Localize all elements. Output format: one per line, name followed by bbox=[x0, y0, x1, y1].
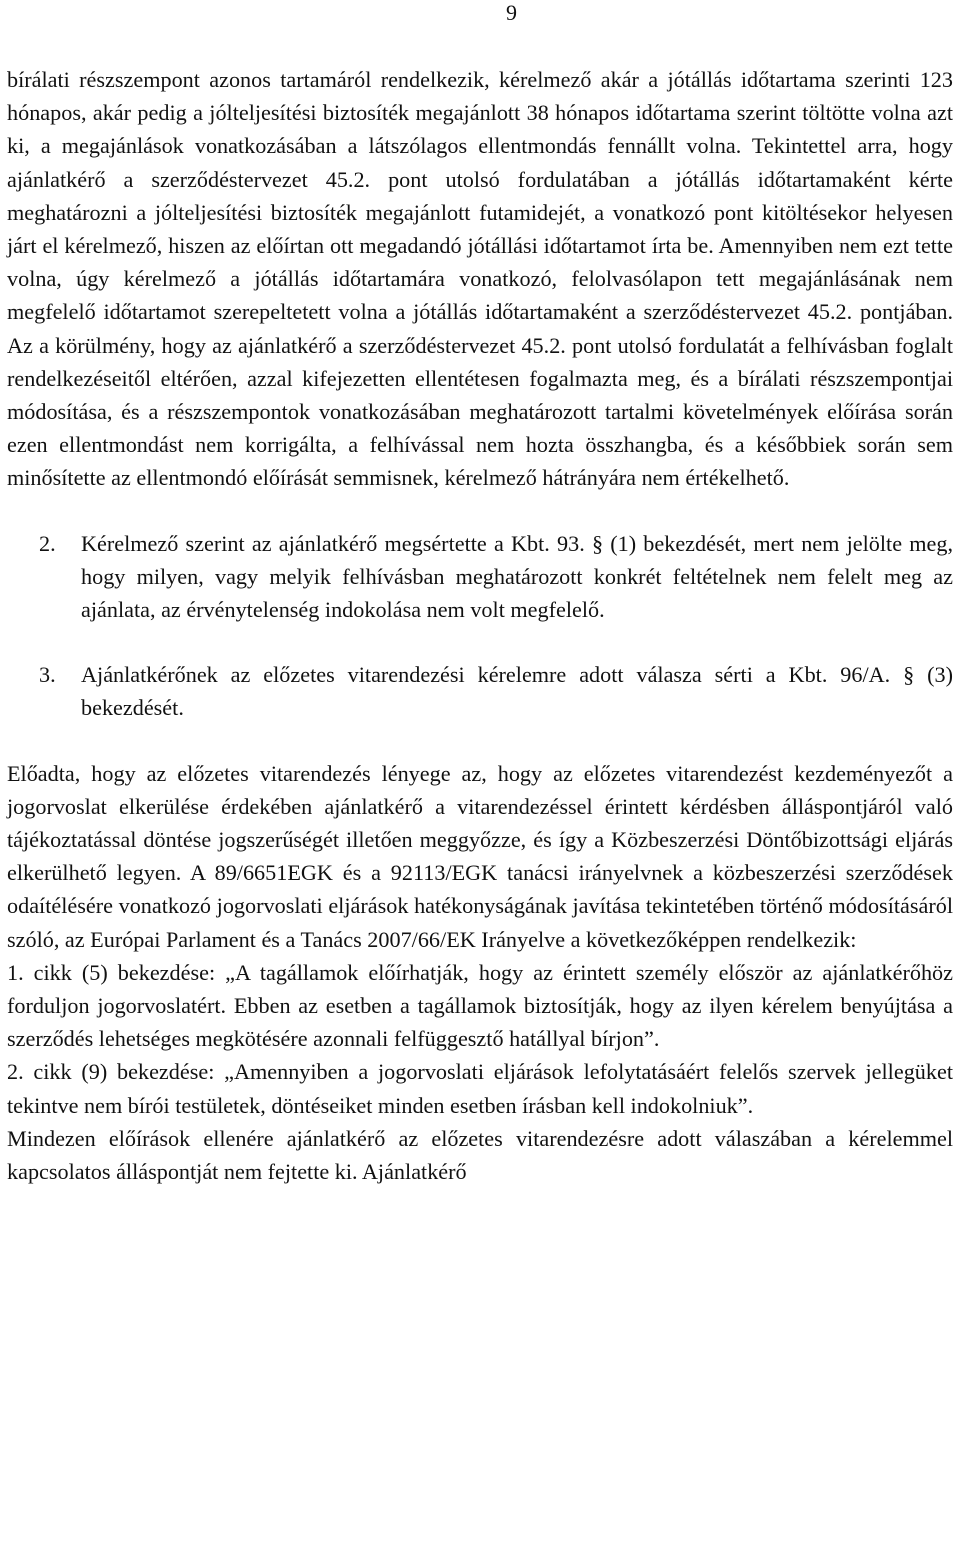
list-number: 3. bbox=[39, 662, 56, 688]
spacer bbox=[7, 626, 953, 658]
paragraph-preliminary-dispute: Előadta, hogy az előzetes vitarendezés lényege az, hogy az előzetes vitarendezést kezdeményezőt a jogorvoslat elkerülése érdekében ajánlatkérő a vitarendezéssel érintett kérdésben álláspontjáról való tájékoztatással döntése jogszerűségét illetően meggyőzze, és így a Közbeszerzési Döntőbizottsági eljárás elkerülhető legyen. A 89/6651EGK és a 92113/EGK tanácsi irányelvnek a közbeszerzési szerződések odaítélésére vonatkozó jogorvoslati eljárások hatékonyságának javítása tekintetében történő módosításáról szóló, az Európai Parlament és a Tanács 2007/66/EK Irányelve a következőképpen rendelkezik: bbox=[7, 760, 953, 952]
page-number: 9 bbox=[506, 0, 517, 25]
spacer bbox=[7, 495, 953, 527]
paragraph-conclusion: Mindezen előírások ellenére ajánlatkérő az előzetes vitarendezésre adott válaszában a kérelemmel kapcsolatos álláspontját nem fejtette ki. Ajánlatkérő bbox=[7, 1125, 953, 1185]
paragraph-article-2: 2. cikk (9) bekezdése: „Amennyiben a jogorvoslati eljárások lefolytatásáért felelős szervek jellegüket tekintve nem bírói testületek, döntéseiket minden esetben írásban kell indokolniuk”. bbox=[7, 1059, 953, 1118]
spacer bbox=[7, 725, 953, 757]
document-body bbox=[7, 63, 953, 1188]
paragraph-guarantee-period: bírálati részszempont azonos tartamáról rendelkezik, kérelmező akár a jótállás időtartama szerinti 123 hónapos, akár pedig a jólteljesítési biztosíték megajánlott 38 hónapos időtartama szerint töltötte volna azt ki, a megajánlások vonatkozásában a látszólagos ellentmondás fennállt volna. Tekintettel arra, hogy ajánlatkérő a szerződéstervezet 45.2. pont utolsó fordulatában a jótállás időtartamaként kérte meghatározni a jólteljesítési biztosíték megajánlott futamidejét, a vonatkozó pont kitöltésekor helyesen járt el kérelmező, hiszen az előírtan ott megadandó jótállási időtartamot írta be. Amennyiben nem ezt tette volna, úgy kérelmező a jótállás időtartamára vonatkozó, felolvasólapon tett megajánlásának nem megfelelő időtartamot szerepeltetett volna a jótállás időtartamaként a szerződéstervezet 45.2. pontjában. Az a körülmény, hogy az ajánlatkérő a szerződéstervezet 45.2. pont utolsó fordulatát a felhívásban foglalt rendelkezéseitől eltérően, azzal kifejezetten ellentétesen fogalmazta meg, és a bírálati részszempontjai módosítása, és a részszempontok vonatkozásában meghatározott tartalmi követelmények előírása során ezen ellentmondást nem korrigálta, a felhívással nem hozta összhangba, és a későbbiek során sem minősítette az ellentmondó előírását semmisnek, kérelmező hátrányára nem értékelhető. bbox=[7, 67, 953, 491]
list-text: Kérelmező szerint az ajánlatkérő megsértette a Kbt. 93. § (1) bekezdését, mert nem jelölte meg, hogy milyen, vagy melyik felhívásban meghatározott konkrét feltételnek nem felelt meg az ajánlata, az érvénytelenség indokolása nem volt megfelelő. bbox=[81, 530, 953, 623]
list-text: Ajánlatkérőnek az előzetes vitarendezési kérelemre adott válasza sérti a Kbt. 96/A. § (3) bekezdését. bbox=[81, 662, 953, 721]
list-number: 2. bbox=[39, 530, 56, 556]
list-item-2 bbox=[7, 527, 953, 627]
list-item-3 bbox=[7, 658, 953, 724]
paragraph-article-1: 1. cikk (5) bekezdése: „A tagállamok előírhatják, hogy az érintett személy először az ajánlatkérőhöz forduljon jogorvoslatért. Ebben az esetben a tagállamok biztosítják, hogy az ilyen kérelem benyújtása a szerződés lehetséges megkötésére azonnali felfüggesztő hatállyal bírjon”. bbox=[7, 959, 953, 1052]
